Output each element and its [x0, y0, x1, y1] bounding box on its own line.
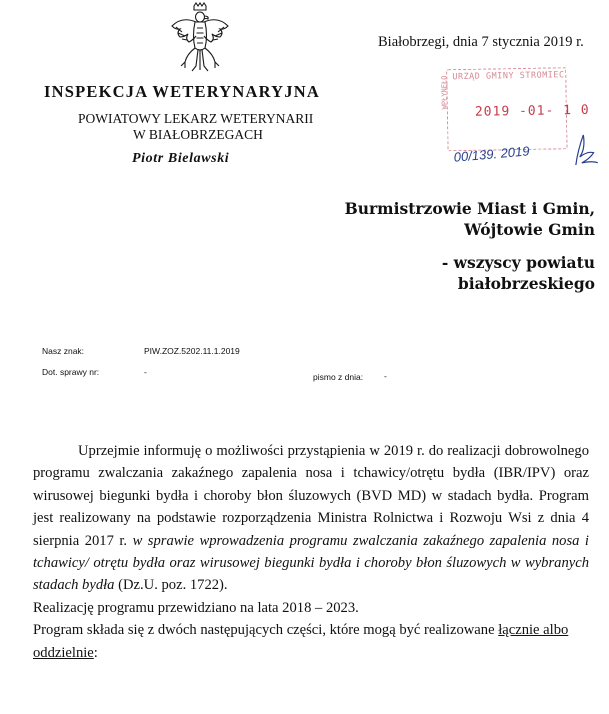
letter-date-label: pismo z dnia: — [313, 372, 364, 382]
body-paragraph-1 — [33, 440, 589, 597]
letter-date-value: - — [384, 371, 387, 381]
stamp-date: 2019 -01- 1 0 — [474, 102, 590, 120]
office-line-1: POWIATOWY LEKARZ WETERYNARII — [78, 111, 314, 126]
p1-citation: (Dz.U. poz. 1722). — [114, 577, 228, 594]
case-number-label: Dot. sprawy nr: — [42, 367, 100, 377]
case-number-value: - — [144, 367, 147, 377]
stamp-office: URZĄD GMINY STROMIEC — [452, 70, 565, 83]
official-name: Piotr Bielawski — [132, 151, 230, 166]
recipient-line-2: Wójtowie Gmin — [464, 220, 595, 239]
our-ref-label: Nasz znak: — [42, 346, 85, 356]
letter-body — [33, 440, 589, 664]
body-paragraph-3 — [33, 619, 589, 664]
p3-underlined: łącznie albo oddzielnie — [33, 622, 569, 661]
stamp-reference-number: 00/139. 2019 — [453, 143, 531, 165]
recipients-block — [345, 198, 595, 294]
p1-text: Uprzejmie informuję o możliwości przystąpienia w 2019 r. do realizacji dobrowolnego programu zwalczania zakaźnego zapalenia nosa i tchawicy/otrętu bydła (IBR/IPV) oraz wirusowej biegunki bydła i choroby błon śluzowych (BVD MD) w stadach bydła. Program jest realizowany na podstawie rozporządzenia Ministra Rolnictwa i Rozwoju Wsi z dnia 4 sierpnia 2017 r. — [33, 443, 589, 549]
body-paragraph-2: Realizację programu przewidziano na lata 2018 – 2023. — [33, 599, 359, 616]
received-stamp — [440, 67, 596, 168]
p3-end: : — [93, 644, 98, 661]
office-line-2: W BIAŁOBRZEGACH — [133, 127, 263, 142]
polish-eagle-emblem-icon — [168, 2, 232, 74]
date-line: Białobrzegi, dnia 7 stycznia 2019 r. — [378, 34, 584, 50]
institution-name: INSPEKCJA WETERYNARYJNA — [44, 82, 320, 101]
p3-text: Program składa się z dwóch następujących części, które mogą być realizowane — [33, 622, 499, 639]
signature-mark-icon — [565, 127, 600, 168]
recipient-line-4: białobrzeskiego — [457, 274, 595, 293]
stamp-side-text: WPŁYNĘŁO — [440, 75, 449, 110]
recipient-line-3: - wszyscy powiatu — [441, 253, 595, 272]
our-ref-value: PIW.ZOZ.5202.11.1.2019 — [144, 346, 240, 356]
regulation-title: w sprawie wprowadzenia programu zwalczania zakaźnego zapalenia nosa i tchawicy/ otrętu bydła oraz wirusowej biegunki bydła i choroby błon śluzowych w wybranych stadach bydła — [33, 532, 589, 594]
recipient-line-1: Burmistrzowie Miast i Gmin, — [344, 199, 595, 218]
